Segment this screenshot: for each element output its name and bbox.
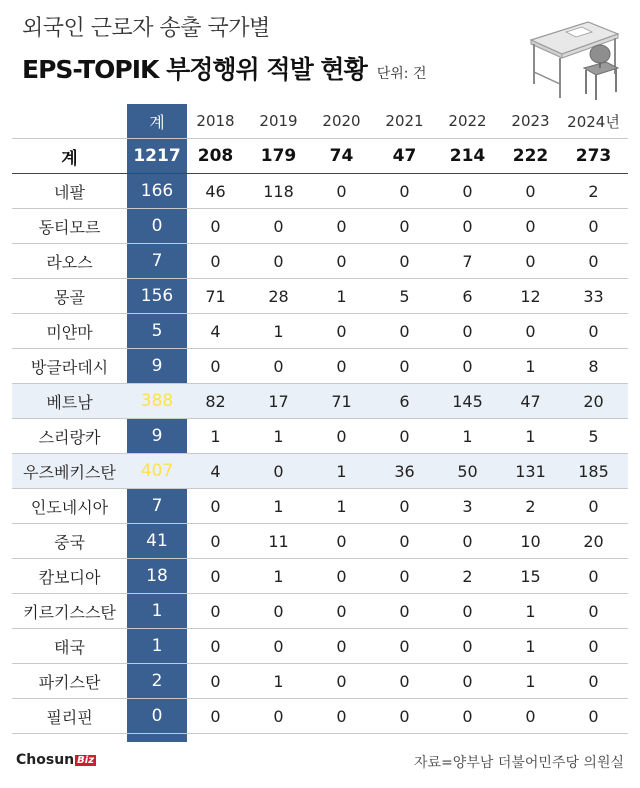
year-value: 0 xyxy=(588,671,599,691)
year-value: 0 xyxy=(399,251,410,271)
table-row xyxy=(12,314,628,349)
row-label: 방글라데시 xyxy=(30,357,109,377)
page-title: EPS-TOPIK 부정행위 적발 현황 xyxy=(22,55,367,84)
table-row xyxy=(12,349,628,384)
year-value: 0 xyxy=(399,216,410,236)
row-label: 미얀마 xyxy=(46,322,93,342)
year-value: 71 xyxy=(205,286,226,306)
year-value: 1 xyxy=(336,496,347,516)
row-total-value: 41 xyxy=(146,531,168,551)
year-value: 0 xyxy=(210,531,221,551)
year-value: 6 xyxy=(462,286,473,306)
table-row xyxy=(12,209,628,244)
table-row xyxy=(12,419,628,454)
logo-biz-mark: Biz xyxy=(77,754,95,766)
unit-label: 단위: 건 xyxy=(376,66,427,82)
year-value: 5 xyxy=(399,286,410,306)
row-label: 몽골 xyxy=(54,287,85,307)
row-label: 태국 xyxy=(54,637,85,657)
year-value: 273 xyxy=(575,146,612,166)
column-header-year: 2018 xyxy=(196,112,235,130)
year-value: 179 xyxy=(260,146,297,166)
year-value: 0 xyxy=(273,601,284,621)
table-row xyxy=(12,244,628,279)
row-label: 네팔 xyxy=(54,182,85,202)
row-label: 베트남 xyxy=(46,392,93,412)
year-value: 17 xyxy=(268,391,289,411)
year-value: 131 xyxy=(515,461,546,481)
year-value: 0 xyxy=(336,566,347,586)
row-label: 키르기스스탄 xyxy=(23,602,116,622)
column-header-year: 2022 xyxy=(448,112,487,130)
table-row xyxy=(12,454,628,489)
row-total-value: 7 xyxy=(151,496,163,516)
column-header-year: 2020 xyxy=(322,112,361,130)
table-header-row xyxy=(12,104,628,139)
year-value: 0 xyxy=(273,356,284,376)
table-row xyxy=(12,279,628,314)
table-row xyxy=(12,664,628,699)
year-value: 8 xyxy=(588,356,599,376)
title-row xyxy=(22,50,522,86)
row-total-value: 0 xyxy=(151,706,163,726)
year-value: 0 xyxy=(462,356,473,376)
source-note: 자료=양부남 더불어민주당 의원실 xyxy=(414,755,624,771)
row-total-value: 388 xyxy=(140,391,174,411)
chosunbiz-logo xyxy=(16,752,96,768)
year-value: 50 xyxy=(457,461,478,481)
year-value: 2 xyxy=(462,566,473,586)
row-total-value: 2 xyxy=(151,671,163,691)
year-value: 185 xyxy=(578,461,609,481)
year-value: 0 xyxy=(399,706,410,726)
year-value: 1 xyxy=(273,426,284,446)
year-value: 0 xyxy=(462,706,473,726)
year-value: 1 xyxy=(273,321,284,341)
column-header-year: 2024년 xyxy=(567,112,620,131)
year-value: 0 xyxy=(336,216,347,236)
year-value: 0 xyxy=(210,496,221,516)
year-value: 0 xyxy=(273,216,284,236)
year-value: 1 xyxy=(336,461,347,481)
table-row xyxy=(12,629,628,664)
row-label: 스리랑카 xyxy=(38,427,101,447)
year-value: 47 xyxy=(392,146,417,166)
row-label: 동티모르 xyxy=(38,217,101,237)
year-value: 0 xyxy=(210,251,221,271)
year-value: 7 xyxy=(462,251,473,271)
row-label: 파키스탄 xyxy=(38,672,101,692)
year-value: 0 xyxy=(336,601,347,621)
year-value: 11 xyxy=(268,531,289,551)
year-value: 5 xyxy=(588,426,599,446)
year-value: 1 xyxy=(336,286,347,306)
year-value: 0 xyxy=(210,636,221,656)
year-value: 1 xyxy=(525,671,536,691)
year-value: 0 xyxy=(462,321,473,341)
row-total-value: 156 xyxy=(140,286,174,306)
row-total-value: 166 xyxy=(140,181,174,201)
year-value: 118 xyxy=(263,181,294,201)
year-value: 0 xyxy=(462,181,473,201)
row-label: 우즈베키스탄 xyxy=(23,462,116,482)
year-value: 145 xyxy=(452,391,483,411)
year-value: 222 xyxy=(512,146,549,166)
year-value: 0 xyxy=(525,216,536,236)
row-label: 라오스 xyxy=(46,252,93,272)
year-value: 0 xyxy=(462,636,473,656)
row-label: 인도네시아 xyxy=(30,497,109,517)
row-label: 캄보디아 xyxy=(38,567,101,587)
table-row xyxy=(12,489,628,524)
year-value: 0 xyxy=(210,671,221,691)
year-value: 0 xyxy=(588,496,599,516)
year-value: 82 xyxy=(205,391,226,411)
year-value: 0 xyxy=(210,601,221,621)
column-header-total: 계 xyxy=(149,112,165,132)
row-label: 중국 xyxy=(54,532,85,552)
year-value: 47 xyxy=(520,391,541,411)
year-value: 1 xyxy=(525,426,536,446)
year-value: 0 xyxy=(525,706,536,726)
year-value: 15 xyxy=(520,566,541,586)
year-value: 0 xyxy=(399,356,410,376)
year-value: 36 xyxy=(394,461,415,481)
subtitle: 외국인 근로자 송출 국가별 xyxy=(22,16,270,41)
table-row xyxy=(12,384,628,419)
desk-chair-illustration xyxy=(526,12,626,102)
year-value: 1 xyxy=(462,426,473,446)
year-value: 0 xyxy=(462,531,473,551)
year-value: 1 xyxy=(210,426,221,446)
year-value: 0 xyxy=(462,671,473,691)
year-value: 0 xyxy=(588,706,599,726)
year-value: 71 xyxy=(331,391,352,411)
year-value: 0 xyxy=(336,426,347,446)
year-value: 0 xyxy=(210,356,221,376)
year-value: 0 xyxy=(462,601,473,621)
year-value: 1 xyxy=(525,601,536,621)
row-label: 필리핀 xyxy=(46,707,93,727)
year-value: 0 xyxy=(525,251,536,271)
year-value: 0 xyxy=(399,426,410,446)
row-total-value: 7 xyxy=(151,251,163,271)
year-value: 0 xyxy=(399,181,410,201)
row-total-value: 9 xyxy=(151,426,163,446)
year-value: 0 xyxy=(399,671,410,691)
year-value: 0 xyxy=(588,216,599,236)
year-value: 4 xyxy=(210,461,221,481)
year-value: 1 xyxy=(273,496,284,516)
column-header-year: 2021 xyxy=(385,112,424,130)
year-value: 0 xyxy=(525,321,536,341)
year-value: 0 xyxy=(273,251,284,271)
year-value: 0 xyxy=(210,706,221,726)
year-value: 10 xyxy=(520,531,541,551)
logo-text: Chosun xyxy=(16,752,75,768)
year-value: 0 xyxy=(336,181,347,201)
year-value: 0 xyxy=(210,566,221,586)
year-value: 0 xyxy=(336,636,347,656)
year-value: 2 xyxy=(525,496,536,516)
year-value: 1 xyxy=(273,671,284,691)
year-value: 74 xyxy=(329,146,354,166)
year-value: 0 xyxy=(336,356,347,376)
year-value: 0 xyxy=(210,216,221,236)
row-total-value: 5 xyxy=(151,321,163,341)
year-value: 0 xyxy=(336,671,347,691)
year-value: 0 xyxy=(336,251,347,271)
year-value: 0 xyxy=(588,251,599,271)
year-value: 0 xyxy=(399,321,410,341)
row-total-value: 1 xyxy=(151,636,163,656)
row-total-value: 18 xyxy=(146,566,168,586)
year-value: 0 xyxy=(273,461,284,481)
year-value: 2 xyxy=(588,181,599,201)
table-total-row xyxy=(12,139,628,174)
year-value: 0 xyxy=(336,706,347,726)
row-total-value: 1217 xyxy=(133,146,181,166)
year-value: 6 xyxy=(399,391,410,411)
table-row xyxy=(12,174,628,209)
year-value: 0 xyxy=(525,181,536,201)
row-total-value: 0 xyxy=(151,216,163,236)
year-value: 1 xyxy=(273,566,284,586)
year-value: 0 xyxy=(588,321,599,341)
year-value: 1 xyxy=(525,356,536,376)
year-value: 208 xyxy=(197,146,234,166)
table-row xyxy=(12,524,628,559)
row-total-value: 1 xyxy=(151,601,163,621)
year-value: 0 xyxy=(399,531,410,551)
year-value: 20 xyxy=(583,391,604,411)
year-value: 4 xyxy=(210,321,221,341)
year-value: 0 xyxy=(399,496,410,516)
year-value: 0 xyxy=(462,216,473,236)
year-value: 1 xyxy=(525,636,536,656)
row-label: 계 xyxy=(61,148,78,169)
row-total-value: 9 xyxy=(151,356,163,376)
year-value: 214 xyxy=(449,146,486,166)
year-value: 12 xyxy=(520,286,541,306)
year-value: 0 xyxy=(336,321,347,341)
year-value: 0 xyxy=(273,706,284,726)
year-value: 20 xyxy=(583,531,604,551)
year-value: 0 xyxy=(588,636,599,656)
year-value: 0 xyxy=(399,601,410,621)
year-value: 33 xyxy=(583,286,604,306)
table-row xyxy=(12,559,628,594)
year-value: 0 xyxy=(399,566,410,586)
year-value: 3 xyxy=(462,496,473,516)
table-row xyxy=(12,594,628,629)
table-row xyxy=(12,699,628,734)
year-value: 0 xyxy=(588,601,599,621)
year-value: 0 xyxy=(588,566,599,586)
row-total-value: 407 xyxy=(140,461,174,481)
year-value: 28 xyxy=(268,286,289,306)
column-header-year: 2019 xyxy=(259,112,298,130)
header xyxy=(22,14,522,94)
year-value: 0 xyxy=(273,636,284,656)
year-value: 46 xyxy=(205,181,226,201)
year-value: 0 xyxy=(399,636,410,656)
column-header-year: 2023 xyxy=(511,112,550,130)
year-value: 0 xyxy=(336,531,347,551)
